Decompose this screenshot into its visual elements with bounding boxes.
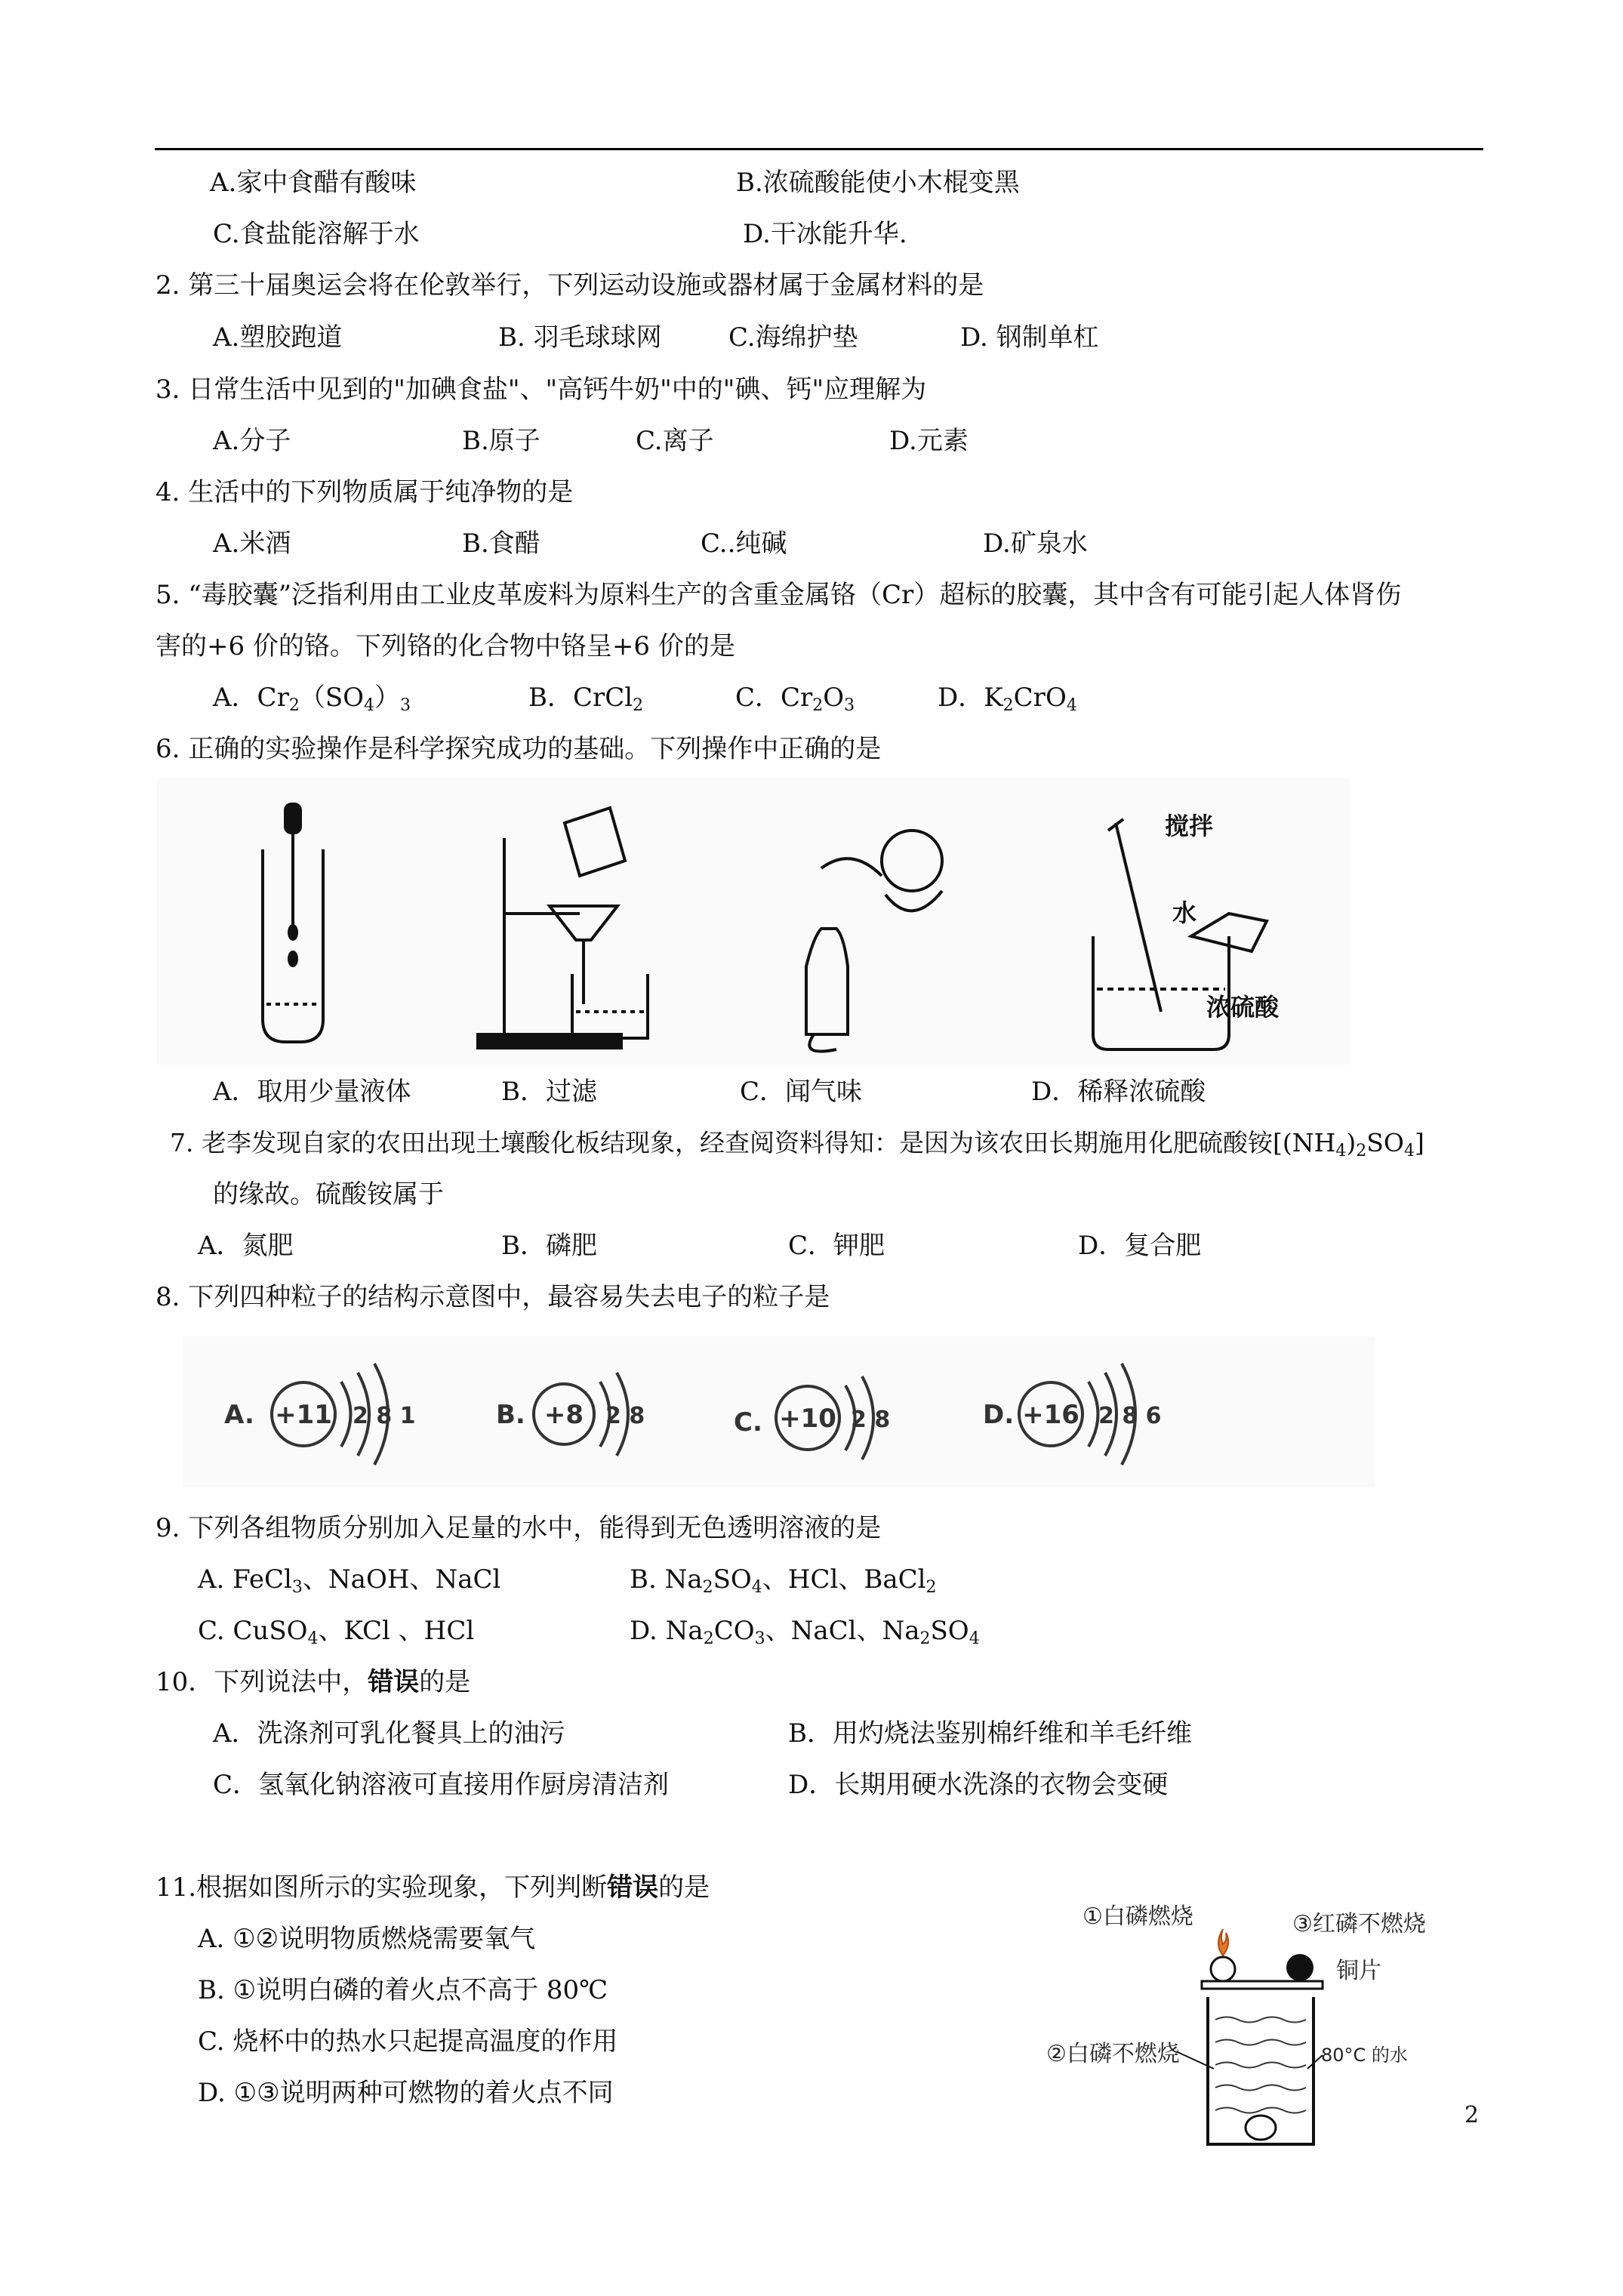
svg-text:2 8: 2 8 [605,1403,645,1429]
q3-stem: 3. 日常生活中见到的"加碘食盐"、"高钙牛奶"中的"碘、钙"应理解为 [156,374,927,405]
q5-stem-line2: 害的+6 价的铬。下列铬的化合物中铬呈+6 价的是 [156,631,735,661]
q5-option-b: B．CrCl$_2$ [528,683,644,715]
q10-option-b: B．用灼烧法鉴别棉纤维和羊毛纤维 [788,1718,1192,1749]
svg-text:+11: +11 [275,1400,332,1430]
page-number: 2 [1464,2102,1480,2128]
q9-option-d: D. $Na_2CO_3$、NaCl、$Na_2SO_4$ [630,1616,980,1648]
q7-stem-line2: 的缘故。硫酸铵属于 [213,1179,444,1210]
q11-option-d: D. ①③说明两种可燃物的着火点不同 [198,2078,614,2108]
q9-stem: 9. 下列各组物质分别加入足量的水中，能得到无色透明溶液的是 [156,1513,882,1543]
white-phosphorus-underwater [1246,2116,1276,2140]
q10-option-d: D．长期用硬水洗涤的衣物会变硬 [788,1770,1169,1800]
q11-option-c: C. 烧杯中的热水只起提高温度的作用 [198,2026,618,2057]
svg-text:+10: +10 [779,1404,836,1434]
svg-text:C.: C. [734,1407,762,1438]
q4-stem: 4. 生活中的下列物质属于纯净物的是 [156,477,574,507]
svg-text:D.: D. [983,1400,1015,1430]
q1-option-a: A.家中食醋有酸味 [210,168,417,198]
q5-option-a: A．$Cr_2(SO_4)_3$ [213,683,411,715]
q5-option-c: C．$Cr_2O_3$ [735,683,855,715]
q5-stem-line1: 5. “毒胶囊”泛指利用由工业皮革废料为原料生产的含重金属铬（Cr）超标的胶囊，其中含有可能引起人体肾伤 [156,580,1402,610]
q4-option-c: C..纯碱 [701,529,787,559]
q11-stem: 11.根据如图所示的实验现象，下列判断错误的是 [156,1872,710,1903]
svg-text:A.: A. [224,1400,254,1430]
svg-text:+16: +16 [1022,1400,1079,1430]
q6-option-a: A．取用少量液体 [213,1077,411,1107]
q1-option-d: D.干冰能升华. [743,219,907,249]
svg-text:2 8: 2 8 [851,1407,891,1433]
q7-option-d: D．复合肥 [1078,1231,1202,1261]
q10-option-a: A．洗涤剂可乳化餐具上的油污 [213,1718,565,1749]
svg-text:2 8 6: 2 8 6 [1098,1403,1162,1429]
stir-label: 搅拌 [1165,812,1214,840]
q9-option-a: A. FeCl$_3$、NaOH、NaCl [198,1564,501,1597]
q7-option-b: B．磷肥 [501,1231,597,1261]
svg-text:2 8 1: 2 8 1 [353,1403,416,1429]
label-red-p-no-burn: ③红磷不燃烧 [1292,1911,1426,1937]
q6-option-b: B．过滤 [501,1077,597,1107]
q9-option-c: C. CuSO$_4$、KCl 、HCl [198,1616,475,1648]
conc-acid-label: 浓硫酸 [1206,993,1280,1022]
q1-option-c: C.食盐能溶解于水 [213,219,420,249]
q3-option-b: B.原子 [462,426,540,456]
q6-lab-operations-figure [157,778,1350,1065]
water-label: 水 [1172,898,1197,927]
q1-option-b: B.浓硫酸能使小木棍变黑 [736,168,1020,198]
label-hot-water: 80°C 的水 [1321,2045,1408,2066]
q4-option-b: B.食醋 [462,529,540,559]
q3-option-d: D.元素 [889,426,969,456]
q2-option-c: C.海绵护垫 [728,322,858,353]
q10-option-c: C．氢氧化钠溶液可直接用作厨房清洁剂 [213,1770,670,1800]
q6-option-d: D．稀释浓硫酸 [1031,1077,1206,1107]
q9-option-b: B. $Na_2SO_4$、HCl、BaCl$_2$ [630,1564,937,1597]
q2-option-a: A.塑胶跑道 [213,322,343,353]
q5-option-d: D．$K_2CrO_4$ [938,683,1077,715]
q7-option-a: A．氮肥 [198,1231,294,1261]
label-copper-plate: 铜片 [1336,1958,1381,1984]
label-white-p-underwater: ②白磷不燃烧 [1046,2041,1180,2067]
q7-option-c: C．钾肥 [788,1231,885,1261]
q3-option-a: A.分子 [213,426,291,456]
q6-stem: 6. 正确的实验操作是科学探究成功的基础。下列操作中正确的是 [156,734,882,764]
q3-option-c: C.离子 [636,426,714,456]
q8-atom-diagrams [183,1336,1375,1487]
q6-option-c: C．闻气味 [740,1077,863,1107]
q2-stem: 2. 第三十届奥运会将在伦敦举行，下列运动设施或器材属于金属材料的是 [156,270,984,300]
q8-stem: 8. 下列四种粒子的结构示意图中，最容易失去电子的粒子是 [156,1282,830,1312]
q11-option-b: B. ①说明白磷的着火点不高于 80℃ [198,1975,608,2005]
q2-option-d: D. 钢制单杠 [960,322,1099,353]
red-phosphorus [1286,1954,1313,1981]
flame-icon [1218,1929,1228,1955]
q11-option-a: A. ①②说明物质燃烧需要氧气 [198,1924,536,1954]
svg-text:B.: B. [496,1400,525,1430]
water-waves [1215,2017,1306,2113]
copper-plate [1202,1981,1323,1989]
header-rule [155,148,1483,150]
q4-option-a: A.米酒 [213,529,291,559]
svg-text:+8: +8 [544,1400,584,1430]
q10-stem: 10．下列说法中，错误的是 [156,1667,471,1697]
q4-option-d: D.矿泉水 [983,529,1088,559]
white-phosphorus-top [1211,1957,1235,1981]
q11-combustion-figure [1034,1888,1457,2152]
label-white-p-burns: ①白磷燃烧 [1083,1903,1193,1930]
q7-stem-line1: 7. 老李发现自家的农田出现土壤酸化板结现象，经查阅资料得知：是因为该农田长期施用化肥硫酸铵$[(NH_4)_2SO_4]$ [170,1128,1424,1160]
q2-option-b: B. 羽毛球球网 [498,322,662,353]
